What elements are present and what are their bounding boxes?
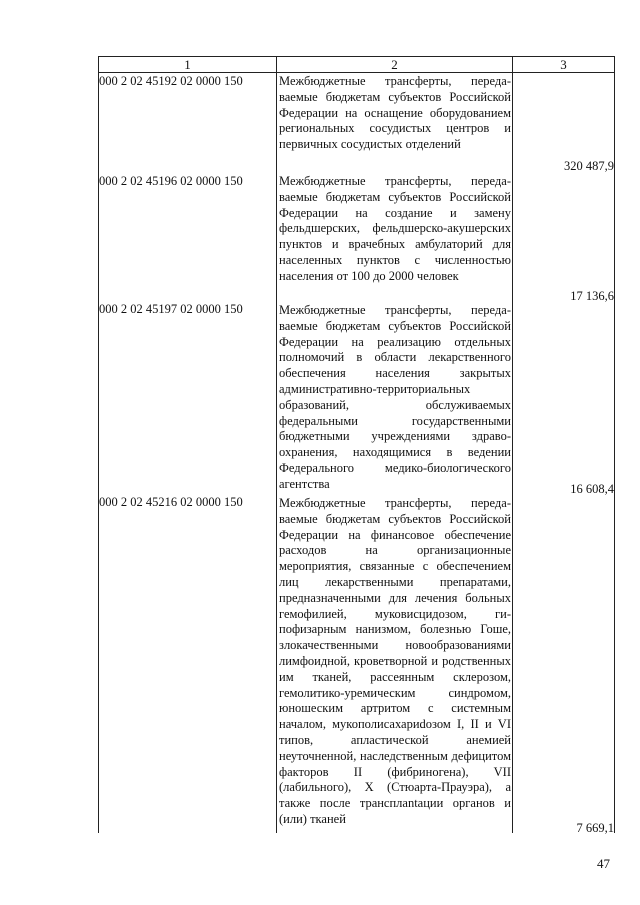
row-1-description: Межбюджетные трансферты, передаваемые бюджетам субъектов Российской Федерации на оснащение оборудованием региональных сосудистых центров и первичных сосудистых отделений bbox=[279, 74, 511, 152]
column-header-amount: 3 bbox=[560, 57, 567, 72]
row-2-description: Межбюджетные трансферты, передаваемые бюджетам субъектов Российской Федерации на создание и замену фельдшерских, фельдшерско-акушерских пунктов и врачебных амбулаторий для населенных пунктов с численностью населения от 100 до 2000 человек bbox=[279, 174, 511, 283]
column-header-description: 2 bbox=[391, 57, 398, 72]
row-3-amount: 16 608,4 bbox=[570, 482, 614, 496]
column-divider-1 bbox=[276, 56, 277, 833]
row-3-description: Межбюджетные трансферты, передаваемые бюджетам субъектов Российской Федерации на реализацию отдельных полномочий в области лекарственного обеспечения населения закрытых административно-территориальных образований, обслуживаемых федеральными государственными бюджетными учреждениями здравоохранения, находящимися в ведении Федерального медико-биологического агентства bbox=[279, 303, 511, 491]
row-1-code: 000 2 02 45192 02 0000 150 bbox=[99, 74, 243, 88]
row-4-amount: 7 669,1 bbox=[576, 821, 614, 835]
table-right-border bbox=[614, 56, 615, 833]
page-number: 47 bbox=[597, 856, 610, 871]
row-2-code: 000 2 02 45196 02 0000 150 bbox=[99, 174, 243, 188]
row-3-code: 000 2 02 45197 02 0000 150 bbox=[99, 302, 243, 316]
row-4-description: Межбюджетные трансферты, передаваемые бюджетам субъектов Российской Федерации на финансовое обеспечение расходов на организационные мероприятия, связанные с обеспечением лиц лекарственными препаратами, предназначенными для лечения больных гемофилией, муковисцидозом, гипофизарным нанизмом, болезнью Гоше, злокачественными новообразованиями лимфоидной, кроветворной и родственных им тканей, рассеянным склерозом, гемолитико-уремическим синдромом, юношеским артритом с системным началом, мукополисахариdозом I, II и VI типов, апластической анемией неуточненной, наследственным дефицитом факторов II (фибриногена), VII (лабильного), X (Стюарта-Прауэра), а также после трансплantaции органов и (или) тканей bbox=[279, 496, 511, 826]
row-1-amount: 320 487,9 bbox=[564, 159, 614, 173]
column-header-code: 1 bbox=[184, 57, 191, 72]
row-4-code: 000 2 02 45216 02 0000 150 bbox=[99, 495, 243, 509]
row-2-amount: 17 136,6 bbox=[570, 289, 614, 303]
